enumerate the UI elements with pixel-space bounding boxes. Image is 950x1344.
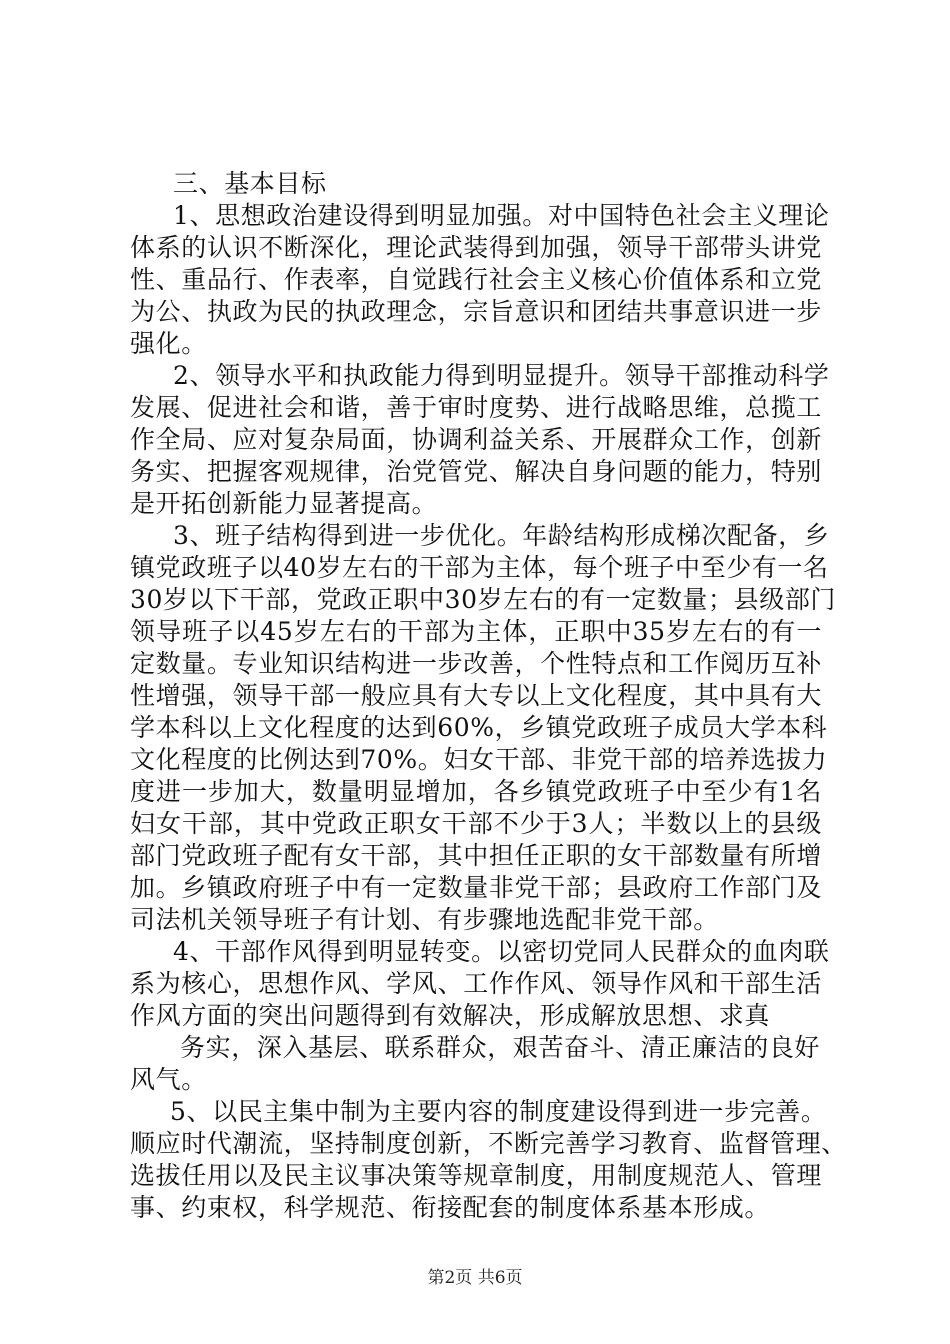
paragraph-3-line: 3、班子结构得到进一步优化。年龄结构形成梯次配备，乡 <box>173 521 830 550</box>
page-number: 第2页 共6页 <box>427 1268 523 1288</box>
paragraph-1-line: 体系的认识不断深化，理论武装得到加强，领导干部带头讲党 <box>130 233 822 262</box>
paragraph-4-line: 系为核心，思想作风、学风、工作作风、领导作风和干部生活 <box>130 969 822 998</box>
paragraph-3-line: 领导班子以45岁左右的干部为主体，正职中35岁左右的有一 <box>130 617 822 646</box>
paragraph-5-line: 选拔任用以及民主议事决策等规章制度，用制度规范人、管理 <box>130 1161 822 1190</box>
paragraph-3-line: 部门党政班子配有女干部，其中担任正职的女干部数量有所增 <box>130 841 822 870</box>
paragraph-3-line: 定数量。专业知识结构进一步改善，个性特点和工作阅历互补 <box>130 649 822 678</box>
section-heading: 三、基本目标 <box>173 169 327 198</box>
paragraph-3-line: 加。乡镇政府班子中有一定数量非党干部；县政府工作部门及 <box>130 873 822 902</box>
paragraph-1-line: 强化。 <box>130 329 207 358</box>
paragraph-5-line: 事、约束权，科学规范、衔接配套的制度体系基本形成。 <box>130 1193 771 1222</box>
paragraph-4-line: 作风方面的突出问题得到有效解决，形成解放思想、求真 <box>130 1001 771 1030</box>
paragraph-1-line: 性、重品行、作表率，自觉践行社会主义核心价值体系和立党 <box>130 265 822 294</box>
paragraph-3-line: 学本科以上文化程度的达到60%，乡镇党政班子成员大学本科 <box>130 713 828 742</box>
paragraph-5-line: 5、以民主集中制为主要内容的制度建设得到进一步完善。 <box>170 1097 827 1126</box>
paragraph-1-line: 为公、执政为民的执政理念，宗旨意识和团结共事意识进一步 <box>130 297 822 326</box>
paragraph-4-line: 风气。 <box>130 1065 207 1094</box>
paragraph-1-line: 1、思想政治建设得到明显加强。对中国特色社会主义理论 <box>173 201 830 230</box>
paragraph-3-line: 性增强，领导干部一般应具有大专以上文化程度，其中具有大 <box>130 681 822 710</box>
document-body <box>130 168 847 1224</box>
paragraph-2-line: 是开拓创新能力显著提高。 <box>130 489 438 518</box>
paragraph-3-line: 30岁以下干部，党政正职中30岁左右的有一定数量；县级部门 <box>130 585 837 614</box>
paragraph-2-line: 务实、把握客观规律，治党管党、解决自身问题的能力，特别 <box>130 457 822 486</box>
paragraph-2-line: 发展、促进社会和谐，善于审时度势、进行战略思维，总揽工 <box>130 393 822 422</box>
paragraph-3-line: 妇女干部，其中党政正职女干部不少于3人；半数以上的县级 <box>130 809 822 838</box>
paragraph-2-line: 作全局、应对复杂局面，协调利益关系、开展群众工作，创新 <box>130 425 822 454</box>
paragraph-5-line: 顺应时代潮流，坚持制度创新，不断完善学习教育、监督管理、 <box>130 1129 847 1158</box>
paragraph-4-line: 务实，深入基层、联系群众，艰苦奋斗、清正廉洁的良好 <box>180 1033 821 1062</box>
paragraph-3-line: 镇党政班子以40岁左右的干部为主体，每个班子中至少有一名 <box>130 553 829 582</box>
paragraph-2-line: 2、领导水平和执政能力得到明显提升。领导干部推动科学 <box>173 361 830 390</box>
paragraph-4-line: 4、干部作风得到明显转变。以密切党同人民群众的血肉联 <box>173 937 830 966</box>
paragraph-3-line: 文化程度的比例达到70%。妇女干部、非党干部的培养选拔力 <box>130 745 828 774</box>
paragraph-3-line: 司法机关领导班子有计划、有步骤地选配非党干部。 <box>130 905 719 934</box>
paragraph-3-line: 度进一步加大，数量明显增加，各乡镇党政班子中至少有1名 <box>130 777 822 806</box>
